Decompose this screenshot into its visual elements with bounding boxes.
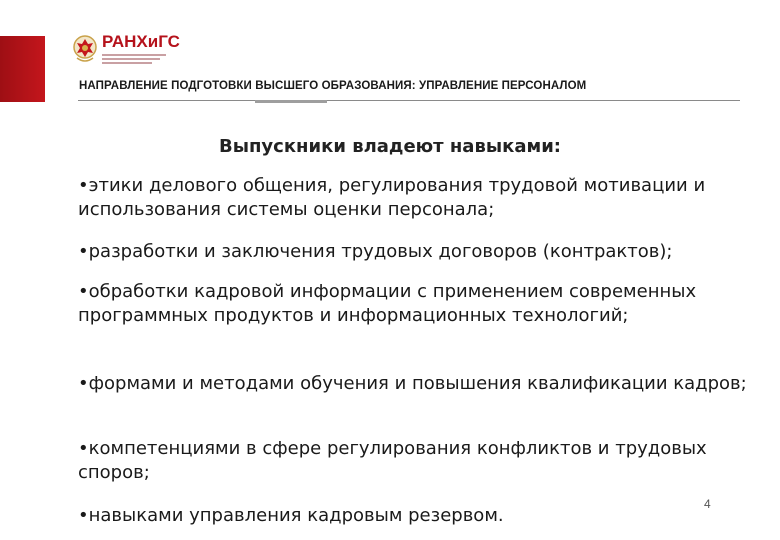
page-number: 4 xyxy=(704,497,711,511)
list-item: •компетенциями в сфере регулирования конфликтов и трудовых споров; xyxy=(78,438,707,483)
logo-subline xyxy=(102,54,166,56)
header-divider-accent xyxy=(255,100,327,103)
slide-heading: Выпускники владеют навыками: xyxy=(219,136,561,157)
list-item: •навыками управления кадровым резервом. xyxy=(78,505,504,526)
logo-subline xyxy=(102,62,152,64)
logo-text: РАНХиГС xyxy=(102,32,180,51)
coat-of-arms-icon xyxy=(72,34,98,64)
list-item: •этики делового общения, регулирования трудовой мотивации и использования системы оценки персонала; xyxy=(78,175,706,220)
logo-subline xyxy=(102,58,160,60)
list-item: •формами и методами обучения и повышения квалификации кадров; xyxy=(78,373,747,394)
list-item: •обработки кадровой информации с применением современных программных продуктов и информационных технологий; xyxy=(78,281,697,326)
red-accent-bar xyxy=(0,36,45,102)
header-divider xyxy=(78,100,740,101)
ranepa-logo xyxy=(72,32,180,68)
list-item: •разработки и заключения трудовых договоров (контрактов); xyxy=(78,241,673,262)
page-header-title: НАПРАВЛЕНИЕ ПОДГОТОВКИ ВЫСШЕГО ОБРАЗОВАНИЯ: УПРАВЛЕНИЕ ПЕРСОНАЛОМ xyxy=(79,80,587,92)
